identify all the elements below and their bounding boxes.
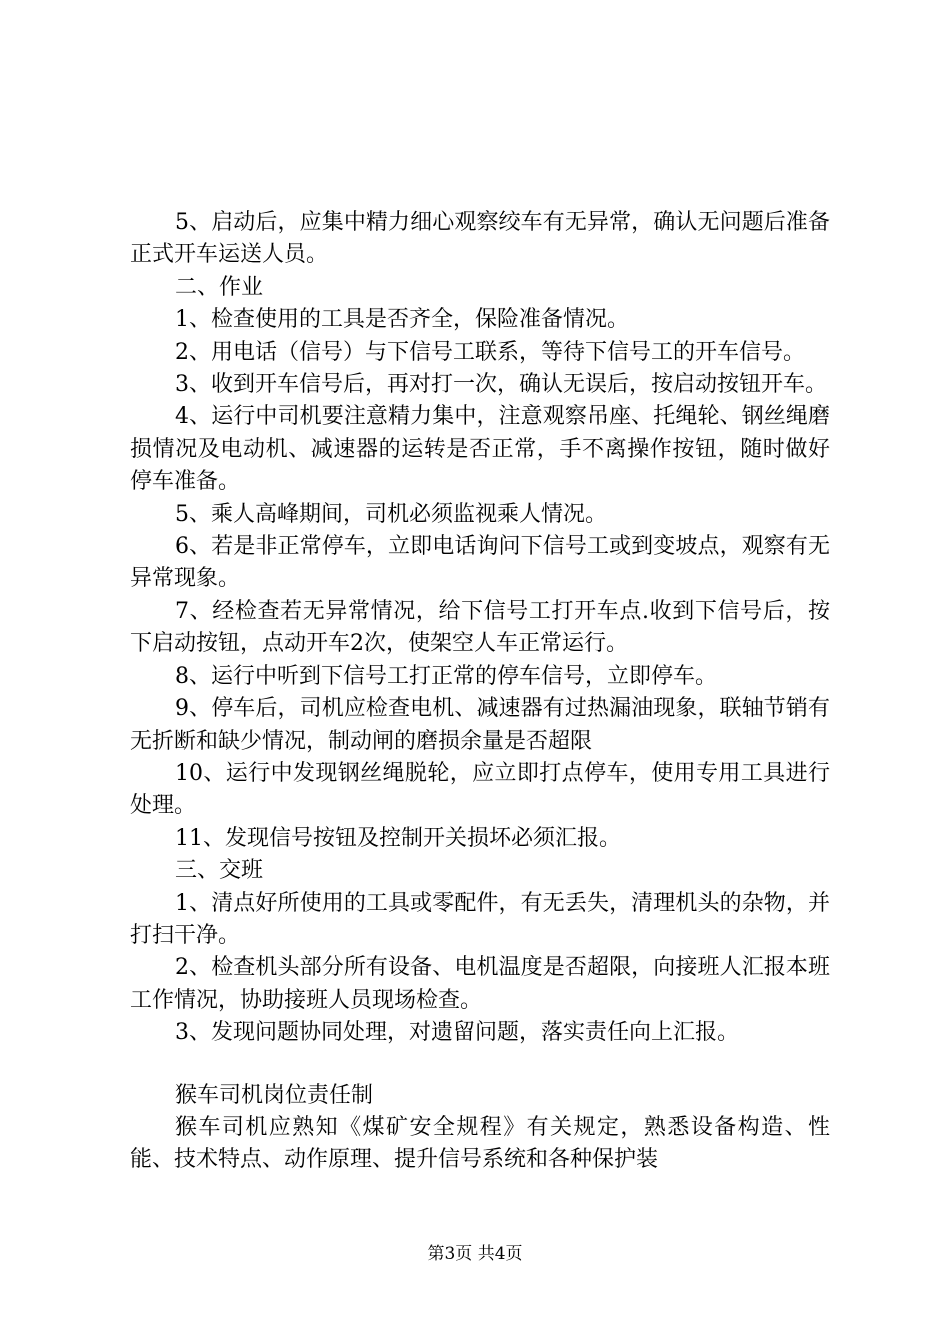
paragraph: 9、停车后，司机应检查电机、减速器有过热漏油现象，联轴节销有无折断和缺少情况，制动闸的磨损余量是否超限: [130, 696, 830, 754]
paragraph: 10、运行中发现钢丝绳脱轮，应立即打点停车，使用专用工具进行处理。: [130, 760, 830, 819]
heading-operation: 二、作业: [175, 274, 264, 300]
document-body: [130, 207, 830, 1177]
paragraph: 4、运行中司机要注意精力集中，注意观察吊座、托绳轮、钢丝绳磨损情况及电动机、减速器的运转是否正常，手不离操作按钮，随时做好停车准备。: [130, 404, 830, 495]
section-paragraph: 猴车司机应熟知《煤矿安全规程》有关规定，熟悉设备构造、性能、技术特点、动作原理、提升信号系统和各种保护装: [130, 1114, 830, 1173]
paragraph: 7、经检查若无异常情况，给下信号工打开车点.收到下信号后，按下启动按钮，点动开车2次，使架空人车正常运行。: [130, 598, 830, 657]
paragraph: 3、发现问题协同处理，对遗留问题，落实责任向上汇报。: [175, 1020, 739, 1046]
paragraph: 6、若是非正常停车，立即电话询问下信号工或到变坡点，观察有无异常现象。: [130, 534, 830, 592]
paragraph: 2、用电话（信号）与下信号工联系，等待下信号工的开车信号。: [175, 339, 805, 365]
page-footer: 第3页 共4页: [427, 1244, 523, 1264]
heading-handover: 三、交班: [175, 858, 264, 884]
paragraph: 1、检查使用的工具是否齐全，保险准备情况。: [175, 307, 629, 333]
paragraph: 11、发现信号按钮及控制开关损坏必须汇报。: [175, 825, 621, 851]
section-title: 猴车司机岗位责任制: [175, 1082, 374, 1108]
paragraph: 8、运行中听到下信号工打正常的停车信号，立即停车。: [175, 663, 717, 689]
paragraph: 1、清点好所使用的工具或零配件，有无丢失，清理机头的杂物，并打扫干净。: [130, 890, 830, 948]
paragraph: 3、收到开车信号后，再对打一次，确认无误后，按启动按钮开车。: [175, 372, 827, 398]
paragraph: 2、检查机头部分所有设备、电机温度是否超限，向接班人汇报本班工作情况，协助接班人员现场检查。: [130, 955, 830, 1013]
paragraph: 5、乘人高峰期间，司机必须监视乘人情况。: [175, 501, 607, 527]
paragraph: 5、启动后，应集中精力细心观察绞车有无异常，确认无问题后准备正式开车运送人员。: [130, 210, 830, 268]
